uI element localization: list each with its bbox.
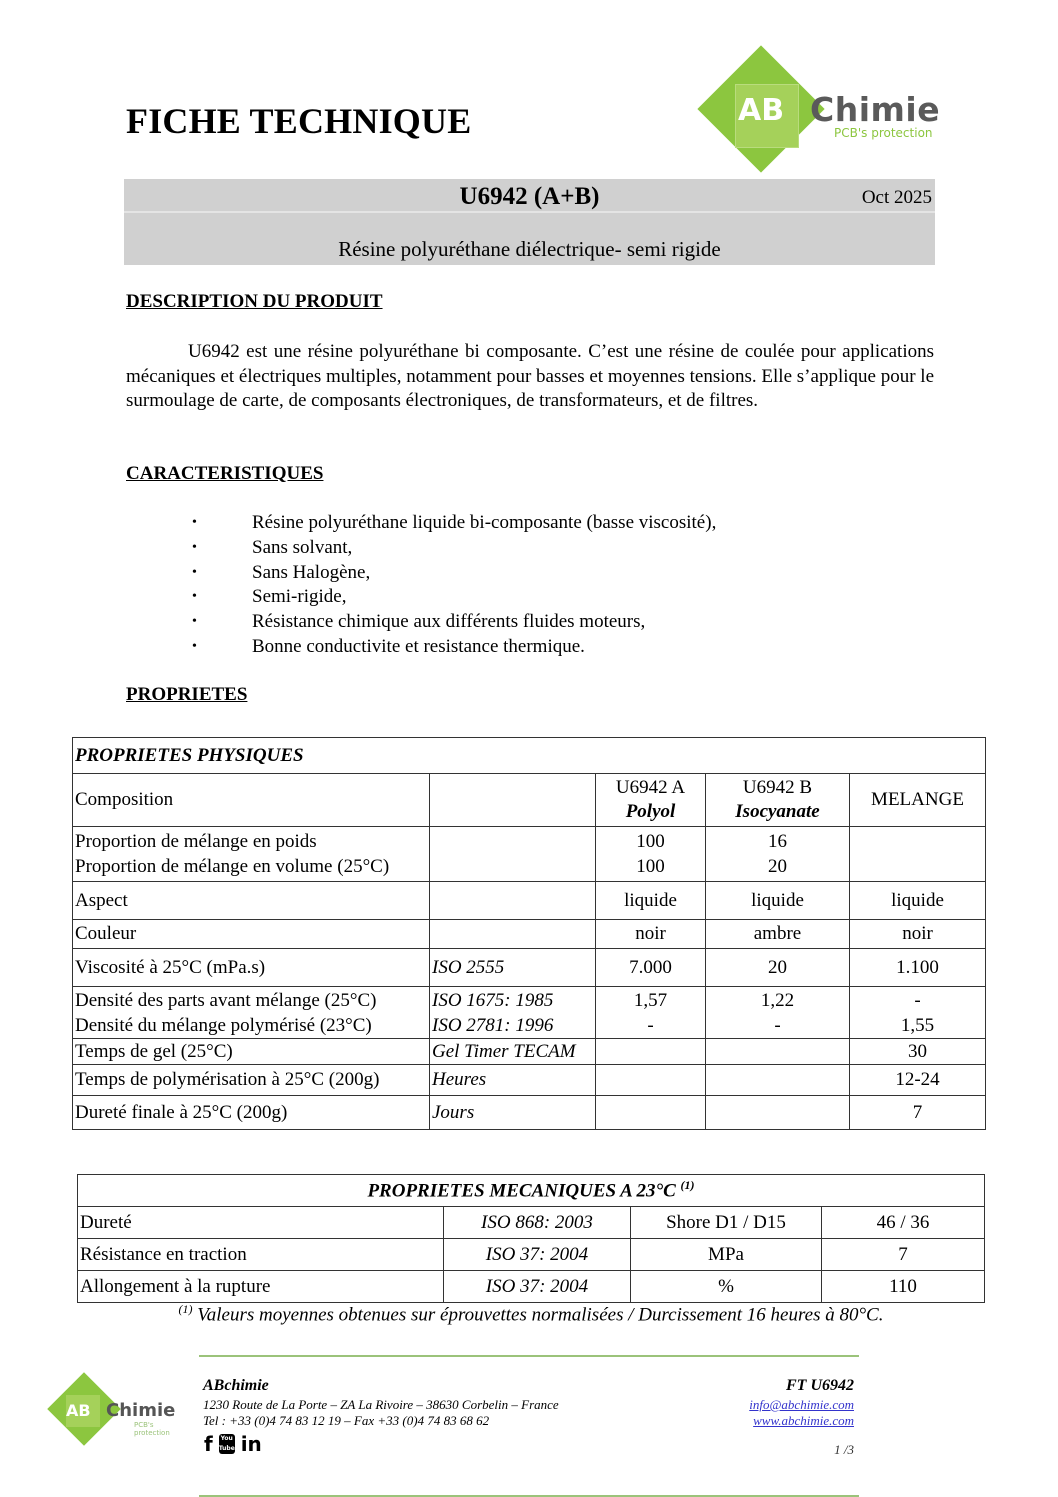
document-date: Oct 2025 [861,187,932,208]
website-link[interactable]: www.abchimie.com [753,1413,854,1428]
characteristics-heading: CARACTERISTIQUES [126,463,324,484]
footer-address: 1230 Route de La Porte – ZA La Rivoire – 38630 Corbelin – France Tel : +33 (0)4 74 83 12 19 – Fax +33 (0)4 74 83 68 62 [203,1397,559,1428]
logo-name: Chimie [810,90,941,129]
description-heading: DESCRIPTION DU PRODUIT [126,291,383,312]
description-body: U6942 est une résine polyuréthane bi composante. C’est une résine de coulée pour applications mécaniques et électriques multiples, notamment pour basses et moyennes tensions. Elle s’applique pour le surmoulage de carte, de composants électroniques, de transformateurs, et de filtres. [126,341,934,411]
youtube-icon[interactable]: You Tube [218,1435,235,1452]
page-title: FICHE TECHNIQUE [126,101,472,141]
list-item: • Sans Halogène, [192,561,371,583]
company-logo [698,46,941,172]
footer-divider-top [199,1355,859,1357]
linkedin-icon[interactable]: in [240,1432,262,1456]
table-row: Allongement à la rupture ISO 37: 2004 % 110 [78,1271,985,1303]
description-text [126,340,934,414]
product-banner [124,179,935,265]
footer-company: ABchimie [203,1377,269,1394]
table-row: Densité des parts avant mélange (25°C) Densité du mélange polymérisé (23°C) ISO 1675: 1985 ISO 2781: 1996 1,57 - 1,22 - - 1,55 [73,987,986,1039]
mechanical-properties-table [77,1174,985,1303]
email-link[interactable]: info@abchimie.com [749,1397,854,1412]
table-title: PROPRIETES PHYSIQUES [73,738,986,774]
table-row: Temps de polymérisation à 25°C (200g) Heures 12-24 [73,1065,986,1096]
properties-heading: PROPRIETES [126,684,248,705]
table-title: PROPRIETES MECANIQUES A 23°C $^{(1)}$ [78,1175,985,1207]
list-item: • Résistance chimique aux différents fluides moteurs, [192,611,646,633]
list-item: • Résine polyuréthane liquide bi-composante (basse viscosité), [192,512,717,533]
footer-logo: AB Chimie PCB's protection [46,1377,186,1453]
logo-ab: AB [738,93,785,128]
product-subtitle: Résine polyuréthane diélectrique- semi rigide [338,237,721,261]
footer-reference: FT U6942 [786,1377,854,1394]
table-row: Temps de gel (25°C) Gel Timer TECAM 30 [73,1039,986,1065]
table-row: Dureté ISO 868: 2003 Shore D1 / D15 46 / 36 [78,1207,985,1239]
logo-tagline: PCB's protection [834,126,933,140]
list-item: • Bonne conductivite et resistance thermique. [192,635,585,657]
characteristics-list [190,511,716,660]
product-code: U6942 (A+B) [459,183,600,210]
social-links [204,1432,262,1456]
list-item: • Semi-rigide, [192,586,347,608]
table-row: Viscosité à 25°C (mPa.s) ISO 2555 7.000 20 1.100 [73,949,986,987]
facebook-icon[interactable]: f [204,1432,213,1456]
table-row: Couleur noir ambre noir [73,920,986,949]
table-footnote: $^{(1)}$ Valeurs moyennes obtenues sur éprouvettes normalisées / Durcissement 16 heures à 80°C. [178,1302,884,1326]
page-number: 1 /3 [834,1442,854,1457]
table-row: Dureté finale à 25°C (200g) Jours 7 [73,1096,986,1130]
physical-properties-table [72,737,986,1130]
table-row: Proportion de mélange en poids Proportion de mélange en volume (25°C) 100 100 16 20 [73,827,986,882]
table-row: Résistance en traction ISO 37: 2004 MPa 7 [78,1239,985,1271]
list-item: • Sans solvant, [192,536,353,558]
table-row: Aspect liquide liquide liquide [73,882,986,920]
table-row: Composition U6942 A Polyol U6942 B Isocyanate MELANGE [73,774,986,827]
